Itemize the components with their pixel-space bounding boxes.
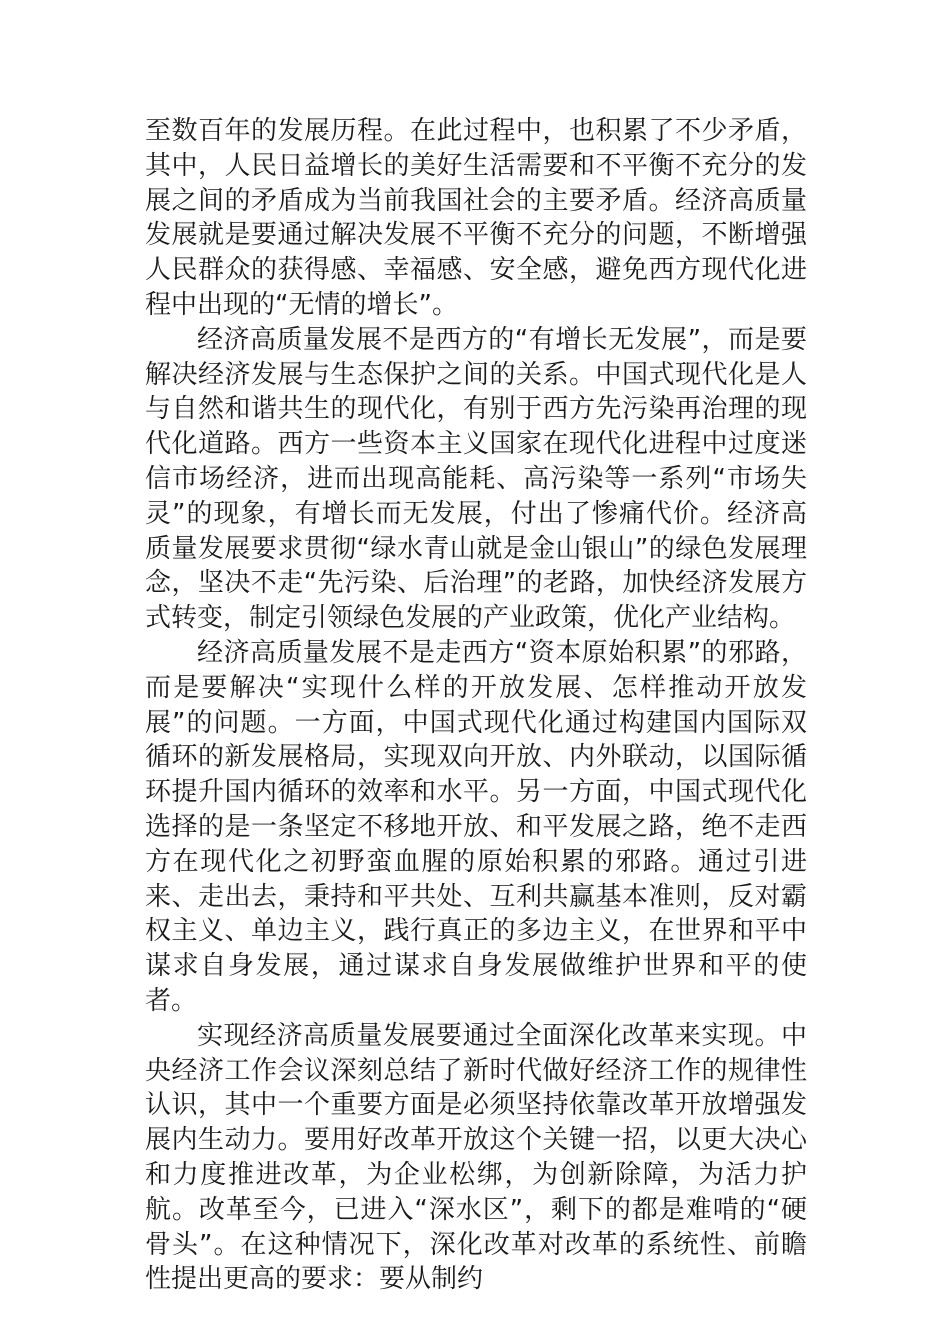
- paragraph-1: 至数百年的发展历程。在此过程中，也积累了不少矛盾，其中，人民日益增长的美好生活需要和不平衡不充分的发展之间的矛盾成为当前我国社会的主要矛盾。经济高质量发展就是要通过解决发展不平衡不充分的问题，不断增强人民群众的获得感、幸福感、安全感，避免西方现代化进程中出现的“无情的增长”。: [145, 116, 807, 320]
- paragraph-4: 实现经济高质量发展要通过全面深化改革来实现。中央经济工作会议深刻总结了新时代做好经济工作的规律性认识，其中一个重要方面是必须坚持依靠改革开放增强发展内生动力。要用好改革开放这个关键一招，以更大决心和力度推进改革，为企业松绑，为创新除障，为活力护航。改革至今，已进入“深水区”，剩下的都是难啃的“硬骨头”。在这种情况下，深化改革对改革的系统性、前瞻性提出更高的要求：要从制约: [145, 1020, 807, 1295]
- document-body: [145, 114, 807, 1297]
- paragraph-3: 经济高质量发展不是走西方“资本原始积累”的邪路，而是要解决“实现什么样的开放发展、怎样推动开放发展”的问题。一方面，中国式现代化通过构建国内国际双循环的新发展格局，实现双向开放、内外联动，以国际循环提升国内循环的效率和水平。另一方面，中国式现代化选择的是一条坚定不移地开放、和平发展之路，绝不走西方在现代化之初野蛮血腥的原始积累的邪路。通过引进来、走出去，秉持和平共处、互利共赢基本准则，反对霸权主义、单边主义，践行真正的多边主义，在世界和平中谋求自身发展，通过谋求自身发展做维护世界和平的使者。: [145, 637, 807, 1016]
- paragraph-2: 经济高质量发展不是西方的“有增长无发展”，而是要解决经济发展与生态保护之间的关系。中国式现代化是人与自然和谐共生的现代化，有别于西方先污染再治理的现代化道路。西方一些资本主义国家在现代化进程中过度迷信市场经济，进而出现高能耗、高污染等一系列“市场失灵”的现象，有增长而无发展，付出了惨痛代价。经济高质量发展要求贯彻“绿水青山就是金山银山”的绿色发展理念，坚决不走“先污染、后治理”的老路，加快经济发展方式转变，制定引领绿色发展的产业政策，优化产业结构。: [145, 324, 807, 634]
